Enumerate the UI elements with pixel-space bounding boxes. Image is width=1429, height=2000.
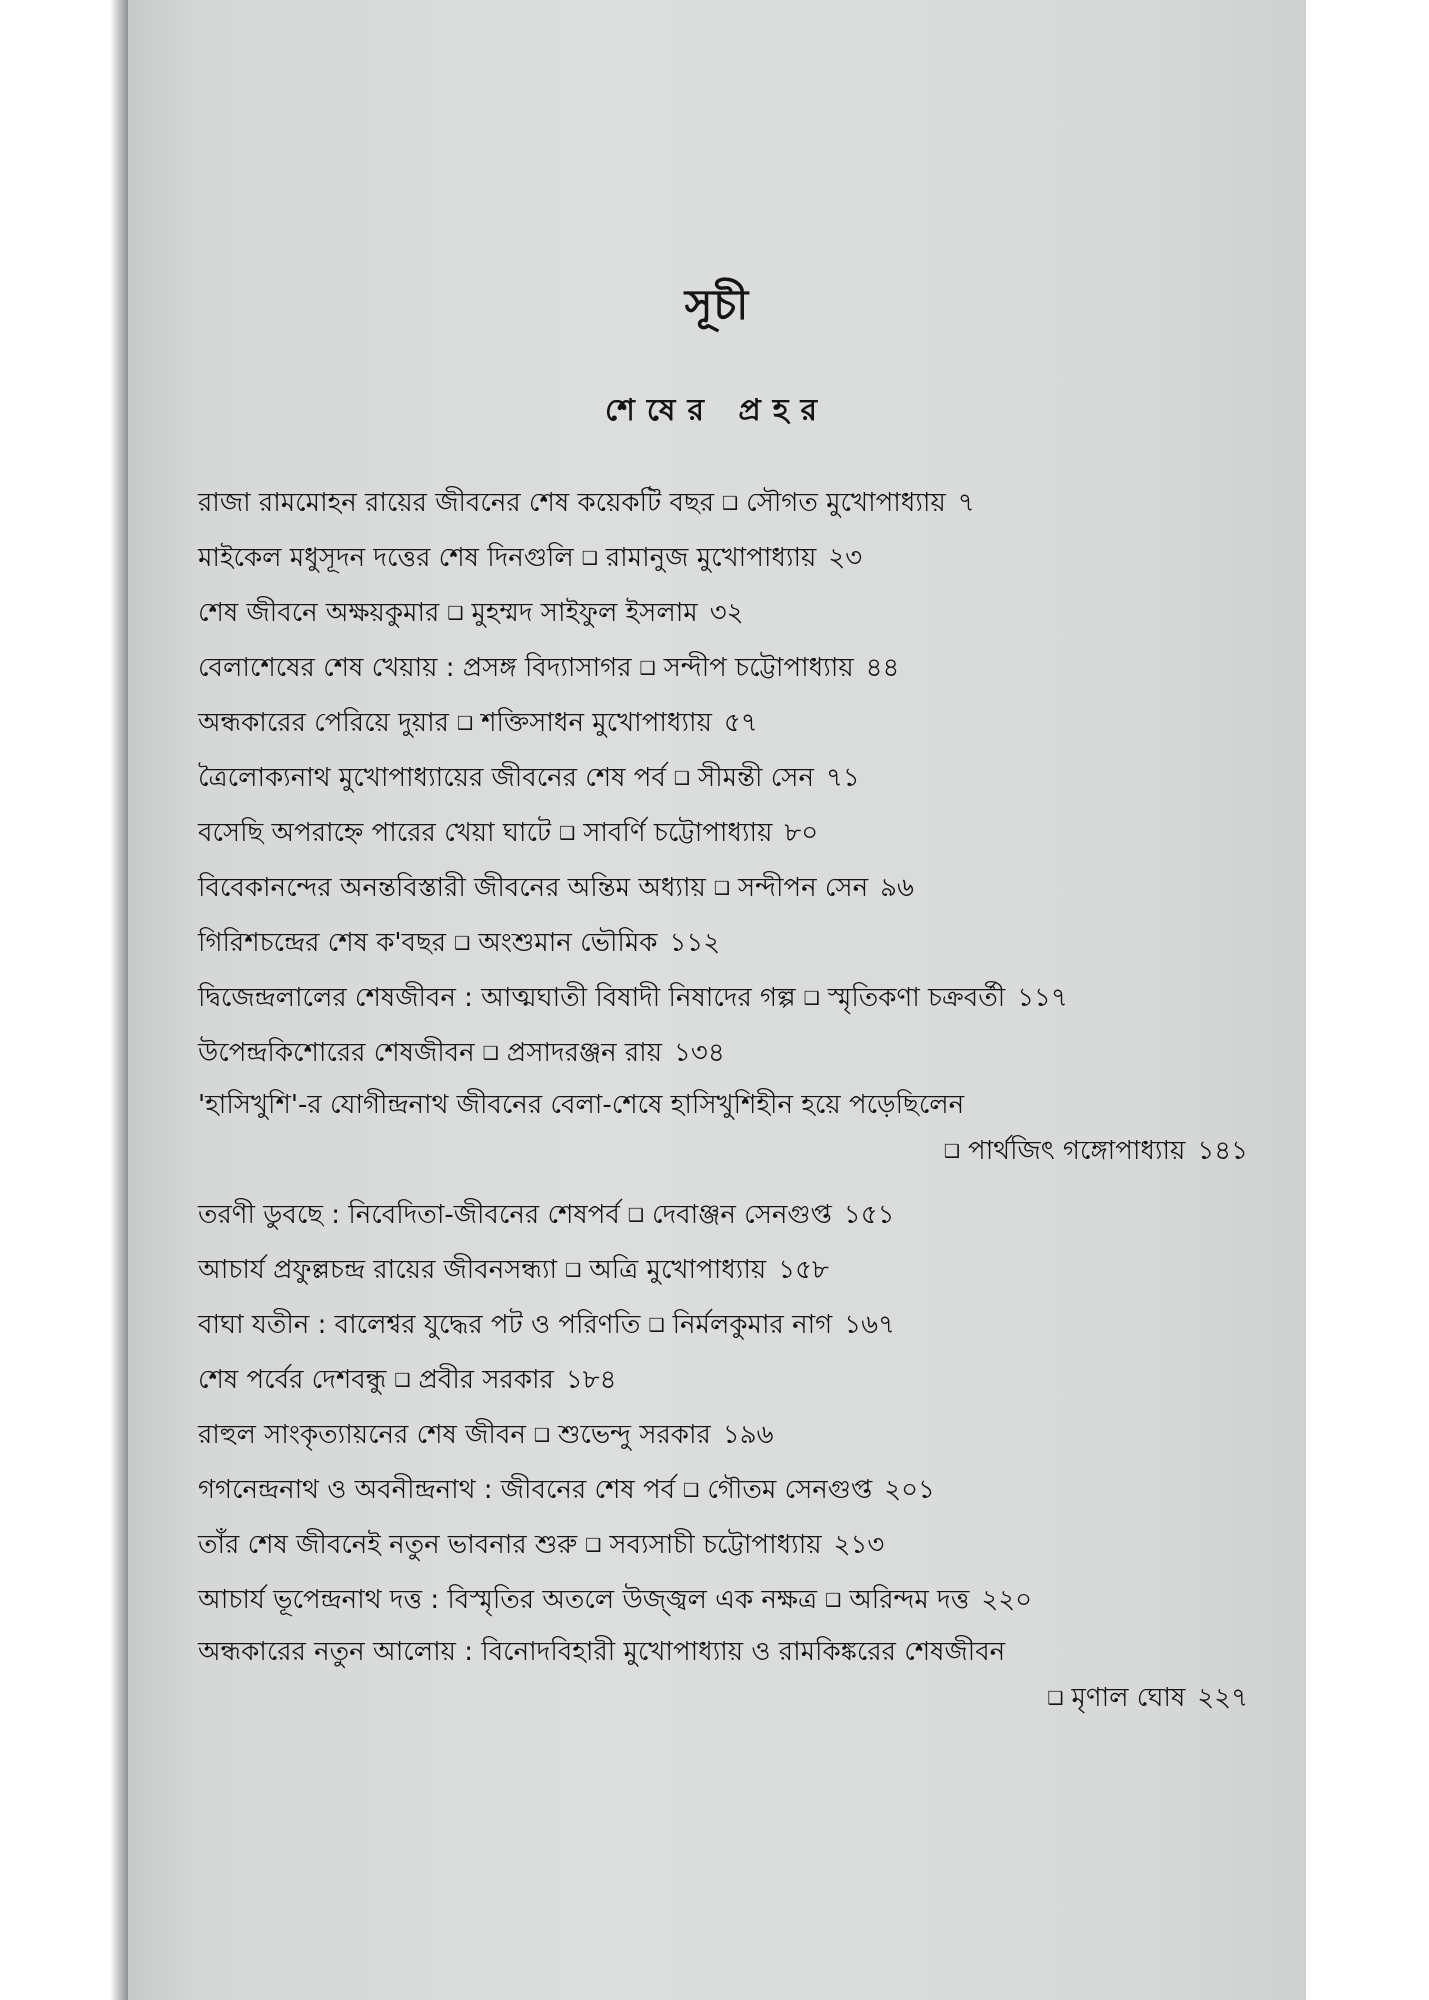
toc-entry — [198, 1408, 1258, 1463]
entry-title: অন্ধকারের পেরিয়ে দুয়ার — [198, 708, 449, 738]
entry-title: শেষ পর্বের দেশবন্ধু — [198, 1365, 387, 1395]
bullet-icon: ❑ — [533, 1425, 550, 1446]
bullet-icon: ❑ — [683, 1480, 700, 1501]
toc-entry — [198, 1081, 1258, 1174]
bullet-icon: ❑ — [585, 1535, 602, 1556]
section-title: শেষের প্রহর — [604, 393, 830, 428]
bullet-icon: ❑ — [581, 548, 598, 569]
entry-author: অরিন্দম দত্ত — [849, 1585, 970, 1615]
bullet-icon: ❑ — [673, 768, 691, 789]
entry-page: ২৩ — [828, 543, 863, 573]
entry-author: সৌগত মুখোপাধ্যায় — [746, 488, 946, 518]
entry-title: ত্রৈলোক্যনাথ মুখোপাধ্যায়ের জীবনের শেষ পর্ব — [198, 763, 666, 793]
book-page — [128, 0, 1306, 2000]
entry-title: শেষ জীবনে অক্ষয়কুমার — [198, 598, 440, 628]
toc-entry — [198, 971, 1258, 1026]
bullet-icon: ❑ — [447, 603, 464, 624]
bullet-icon: ❑ — [394, 1370, 411, 1391]
entry-title: অন্ধকারের নতুন আলোয় : বিনোদবিহারী মুখোপাধ্যায় ও রামকিঙ্করের শেষজীবন — [198, 1637, 1006, 1667]
entry-page: ৮০ — [784, 818, 819, 848]
entry-title: বসেছি অপরাহ্নে পারের খেয়া ঘাটে — [198, 818, 552, 848]
entry-author: সীমন্তী সেন — [698, 763, 814, 793]
entry-author: সন্দীপন সেন — [737, 873, 869, 903]
entry-title: তাঁর শেষ জীবনেই নতুন ভাবনার শুরু — [198, 1530, 578, 1560]
scan-margin — [1306, 0, 1429, 2000]
bullet-icon: ❑ — [454, 933, 471, 954]
entry-author: মুহম্মদ সাইফুল ইসলাম — [471, 598, 698, 628]
page-title: সূচী — [684, 280, 750, 329]
bullet-icon: ❑ — [803, 988, 820, 1009]
entry-page: ১১৭ — [1017, 983, 1068, 1013]
toc-entry — [198, 916, 1258, 971]
entry-page: ৭ — [957, 488, 975, 518]
bullet-icon: ❑ — [456, 713, 474, 734]
toc-entry — [198, 1026, 1258, 1081]
bullet-icon: ❑ — [1047, 1688, 1064, 1709]
entry-author: সব্যসাচী চট্টোপাধ্যায় — [609, 1530, 822, 1560]
entry-title: তরণী ডুবছে : নিবেদিতা-জীবনের শেষপর্ব — [198, 1200, 620, 1230]
entry-title: গগনেন্দ্রনাথ ও অবনীন্দ্রনাথ : জীবনের শেষ পর্ব — [198, 1475, 676, 1505]
entry-author: নির্মলকুমার নাগ — [672, 1310, 833, 1340]
toc-entry — [198, 1353, 1258, 1408]
toc-entry — [198, 751, 1258, 806]
toc-entry — [198, 476, 1258, 531]
entry-author: শক্তিসাধন মুখোপাধ্যায় — [481, 708, 712, 738]
entry-author: অত্রি মুখোপাধ্যায় — [589, 1255, 767, 1285]
bullet-icon: ❑ — [627, 1205, 644, 1226]
bullet-icon: ❑ — [713, 878, 730, 899]
entry-page: ৪৪ — [865, 653, 900, 683]
bullet-icon: ❑ — [559, 823, 576, 844]
entry-author: পার্থজিৎ গঙ্গোপাধ্যায় — [968, 1136, 1186, 1166]
entry-page: ৯৬ — [880, 873, 914, 903]
bullet-icon: ❑ — [825, 1590, 842, 1611]
entry-page: ২২৭ — [1197, 1683, 1248, 1713]
entry-page: ১৫১ — [843, 1200, 895, 1230]
toc-entry — [198, 861, 1258, 916]
entry-page: ১৮৪ — [565, 1365, 617, 1395]
entry-author: গৌতম সেনগুপ্ত — [707, 1475, 873, 1505]
entry-author: দেবাঞ্জন সেনগুপ্ত — [651, 1200, 832, 1230]
entry-title: বেলাশেষের শেষ খেয়ায় : প্রসঙ্গ বিদ্যাসাগর — [198, 653, 632, 683]
entry-title: গিরিশচন্দ্রের শেষ ক'বছর — [198, 928, 447, 958]
entry-author: স্মৃতিকণা চক্রবর্তী — [827, 983, 1006, 1013]
bullet-icon: ❑ — [565, 1260, 582, 1281]
entry-title: বাঘা যতীন : বালেশ্বর যুদ্ধের পট ও পরিণতি — [198, 1310, 641, 1340]
entry-author: সাবর্ণি চট্টোপাধ্যায় — [583, 818, 773, 848]
entry-author: শুভেন্দু সরকার — [557, 1420, 711, 1450]
entry-page: ৩২ — [709, 598, 744, 628]
entry-page: ১৫৮ — [778, 1255, 829, 1285]
entry-author: মৃণাল ঘোষ — [1071, 1683, 1186, 1713]
toc-entry — [198, 1188, 1258, 1243]
entry-author: অংশুমান ভৌমিক — [478, 928, 658, 958]
entry-page: ৭১ — [825, 763, 860, 793]
toc-entry — [198, 1463, 1258, 1518]
entry-page: ১৪১ — [1197, 1136, 1248, 1166]
entry-title: উপেন্দ্রকিশোরের শেষজীবন — [198, 1038, 475, 1068]
entry-page: ৫৭ — [723, 708, 758, 738]
entry-byline — [198, 1129, 1258, 1174]
entry-author: প্রবীর সরকার — [418, 1365, 554, 1395]
entry-page: ১৩৪ — [674, 1038, 725, 1068]
toc-entry — [198, 1243, 1258, 1298]
binding-shadow — [0, 0, 128, 2000]
entry-page: ১৬৭ — [844, 1310, 895, 1340]
bullet-icon: ❑ — [648, 1315, 665, 1336]
entry-title: আচার্য প্রফুল্লচন্দ্র রায়ের জীবনসন্ধ্যা — [198, 1255, 558, 1285]
toc-entry — [198, 806, 1258, 861]
entry-author: প্রসাদরঞ্জন রায় — [506, 1038, 663, 1068]
entry-page: ১১২ — [669, 928, 721, 958]
entry-title: দ্বিজেন্দ্রলালের শেষজীবন : আত্মঘাতী বিষাদী নিষাদের গল্প — [198, 983, 796, 1013]
toc-entry — [198, 696, 1258, 751]
bullet-icon: ❑ — [722, 493, 739, 514]
toc-entry — [198, 1573, 1258, 1628]
entry-title: আচার্য ভূপেন্দ্রনাথ দত্ত : বিস্মৃতির অতলে উজ্জ্বল এক নক্ষত্র — [198, 1585, 818, 1615]
entry-author: সন্দীপ চট্টোপাধ্যায় — [663, 653, 854, 683]
toc-entry — [198, 1628, 1258, 1721]
bullet-icon: ❑ — [482, 1043, 499, 1064]
entry-author: রামানুজ মুখোপাধ্যায় — [605, 543, 817, 573]
toc-entry — [198, 1518, 1258, 1573]
entry-title: রাজা রামমোহন রায়ের জীবনের শেষ কয়েকটি বছর — [198, 488, 714, 518]
entry-title: বিবেকানন্দের অনন্তবিস্তারী জীবনের অন্তিম অধ্যায় — [198, 873, 706, 903]
entry-page: ২২০ — [981, 1585, 1033, 1615]
entry-title: 'হাসিখুশি'-র যোগীন্দ্রনাথ জীবনের বেলা-শেষে হাসিখুশিহীন হয়ে পড়েছিলেন — [198, 1090, 965, 1120]
bullet-icon: ❑ — [639, 658, 656, 679]
toc-entry — [198, 1298, 1258, 1353]
toc-entry — [198, 641, 1258, 696]
entry-title: মাইকেল মধুসূদন দত্তের শেষ দিনগুলি — [198, 543, 574, 573]
table-of-contents — [198, 476, 1258, 1735]
toc-entry — [198, 586, 1258, 641]
toc-entry — [198, 531, 1258, 586]
bullet-icon: ❑ — [943, 1141, 961, 1162]
entry-title: রাহুল সাংকৃত্যায়নের শেষ জীবন — [198, 1420, 526, 1450]
entry-page: ১৯৬ — [722, 1420, 774, 1450]
entry-page: ২০১ — [884, 1475, 935, 1505]
entry-page: ২১৩ — [833, 1530, 885, 1560]
entry-byline — [198, 1676, 1258, 1721]
